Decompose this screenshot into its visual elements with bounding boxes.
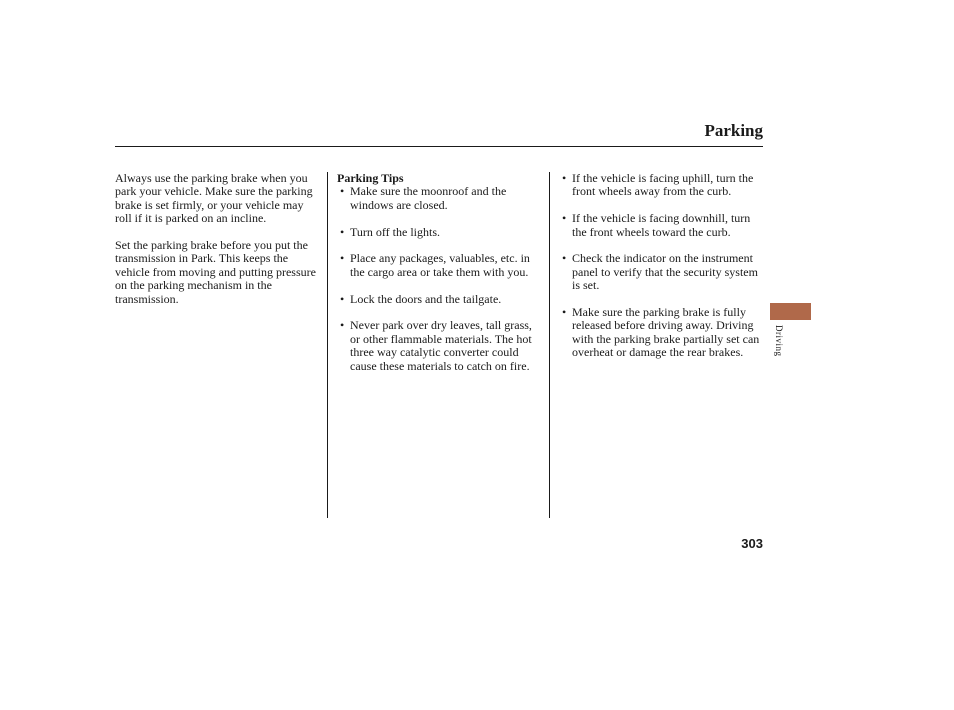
bullet-icon: • (562, 305, 567, 320)
list-item-text: Turn off the lights. (350, 224, 441, 239)
bullet-icon: • (340, 291, 345, 306)
list-item (337, 319, 543, 373)
list-item (559, 306, 765, 360)
list-item-text: Place any packages, valuables, etc. in the cargo area or take them with you. (350, 251, 530, 279)
list-item (337, 252, 543, 279)
bullet-icon: • (562, 211, 567, 226)
list-item-text: Lock the doors and the tailgate. (350, 291, 502, 306)
column-intro (115, 172, 320, 319)
section-tab (770, 303, 811, 320)
list-item (559, 252, 765, 292)
list-item-text: Make sure the parking brake is fully released before driving away. Driving with the parking brake partially set can overheat or damage the rear brakes. (572, 305, 760, 360)
list-item (337, 185, 543, 212)
list-item-text: If the vehicle is facing uphill, turn the front wheels away from the curb. (572, 171, 754, 199)
list-item (559, 172, 765, 199)
bullet-icon: • (340, 184, 345, 199)
section-heading: Parking Tips (337, 171, 404, 185)
list-item (337, 226, 543, 239)
section-tab-label: Driving (774, 325, 784, 357)
column-divider (549, 172, 550, 518)
bullet-icon: • (562, 171, 567, 185)
bullet-icon: • (562, 251, 567, 266)
column-tips-continued (559, 172, 765, 373)
title-rule (115, 146, 763, 147)
tips-list (337, 185, 543, 373)
list-item-text: Make sure the moonroof and the windows are closed. (350, 184, 507, 212)
paragraph: Set the parking brake before you put the transmission in Park. This keeps the vehicle from moving and putting pressure on the parking mechanism in the transmission. (115, 238, 316, 306)
list-item-text: Never park over dry leaves, tall grass, or other flammable materials. The hot three way catalytic converter could cause these materials to catch on fire. (350, 318, 532, 373)
column-parking-tips (337, 172, 543, 386)
tips-list (559, 172, 765, 360)
bullet-icon: • (340, 224, 345, 239)
list-item-text: If the vehicle is facing downhill, turn the front wheels toward the curb. (572, 211, 751, 239)
paragraph: Always use the parking brake when you park your vehicle. Make sure the parking brake is set firmly, or your vehicle may roll if it is parked on an incline. (115, 171, 313, 226)
list-item (559, 212, 765, 239)
list-item-text: Check the indicator on the instrument panel to verify that the security system is set. (572, 251, 758, 293)
column-divider (327, 172, 328, 518)
page-number: 303 (741, 536, 763, 551)
page-title: Parking (704, 121, 763, 140)
bullet-icon: • (340, 318, 345, 333)
bullet-icon: • (340, 251, 345, 266)
list-item (337, 293, 543, 306)
